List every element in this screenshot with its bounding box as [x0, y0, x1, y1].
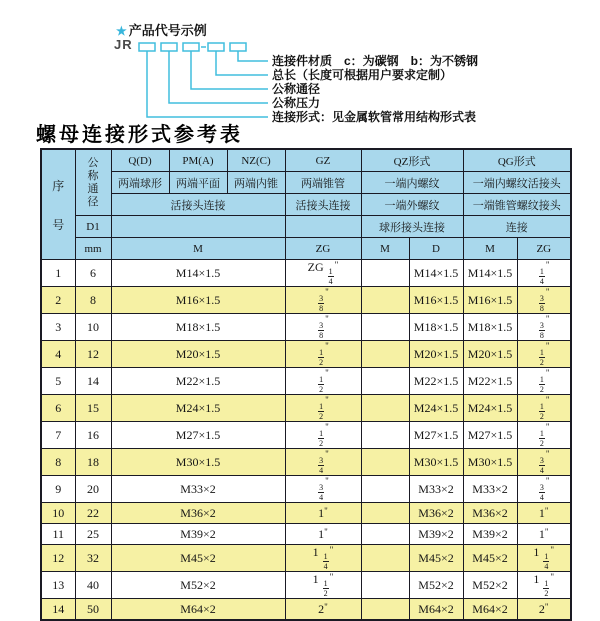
- cell-qg-zg: 1": [517, 524, 571, 545]
- cell-qg-m: M20×1.5: [463, 341, 517, 368]
- cell-gz: ZG $\frac{1}{4}$ ": [285, 260, 361, 287]
- cell-m: M14×1.5: [111, 260, 285, 287]
- table-row: [41, 341, 571, 368]
- header-zg: ZG: [285, 238, 361, 260]
- cell-dn: 20: [75, 476, 111, 503]
- header-qg-desc2: 一端锥管螺纹接头: [463, 194, 571, 216]
- diagram-label-pn: 公称压力: [272, 96, 321, 110]
- cell-gz: $\frac{1}{2}$ ": [285, 422, 361, 449]
- header-qg-connection: 连接: [463, 216, 571, 238]
- nut-connection-reference-table: [40, 148, 572, 621]
- cell-qz-d: M52×2: [409, 572, 463, 599]
- cell-m: M27×1.5: [111, 422, 285, 449]
- diagram-label-length: 总长（长度可根据用户要求定制）: [272, 68, 453, 82]
- cell-qz-d: M18×1.5: [409, 314, 463, 341]
- cell-qz-m: [361, 524, 409, 545]
- connector-line-material: [238, 51, 268, 61]
- cell-qg-zg: $\frac{1}{2}$ ": [517, 368, 571, 395]
- table-row: [41, 599, 571, 621]
- cell-qg-m: M33×2: [463, 476, 517, 503]
- connector-line-dn: [191, 51, 268, 89]
- connector-line-length: [216, 51, 268, 75]
- header-dn: 公 称 通 径: [75, 149, 111, 216]
- cell-dn: 50: [75, 599, 111, 621]
- cell-gz: $\frac{3}{8}$ ": [285, 314, 361, 341]
- cell-qz-d: M36×2: [409, 503, 463, 524]
- cell-seq: 5: [41, 368, 75, 395]
- cell-seq: 12: [41, 545, 75, 572]
- header-gz-connection: 活接头连接: [285, 194, 361, 216]
- header-col-qg: QG形式: [463, 149, 571, 172]
- table-row: [41, 395, 571, 422]
- code-box-3: [183, 43, 199, 51]
- cell-m: M45×2: [111, 545, 285, 572]
- header-qg-m: M: [463, 238, 517, 260]
- cell-qz-m: [361, 260, 409, 287]
- table-title: 螺母连接形式参考表: [36, 124, 243, 146]
- header-mm: mm: [75, 238, 111, 260]
- header-qz-m: M: [361, 238, 409, 260]
- cell-qg-m: M39×2: [463, 524, 517, 545]
- header-qz-desc2: 一端外螺纹: [361, 194, 463, 216]
- cell-gz: 1 $\frac{1}{4}$ ": [285, 545, 361, 572]
- connector-line-pn: [169, 51, 268, 103]
- header-pm-desc: 两端平面: [169, 172, 227, 194]
- cell-qg-m: M45×2: [463, 545, 517, 572]
- cell-qz-m: [361, 476, 409, 503]
- cell-m: M16×1.5: [111, 287, 285, 314]
- cell-m: M18×1.5: [111, 314, 285, 341]
- code-box-5: [230, 43, 246, 51]
- cell-seq: 4: [41, 341, 75, 368]
- header-seq: 序 号: [41, 149, 75, 260]
- cell-gz: $\frac{1}{2}$ ": [285, 395, 361, 422]
- table-row: [41, 503, 571, 524]
- diagram-heading-text: 产品代号示例: [128, 23, 207, 38]
- cell-qz-d: M33×2: [409, 476, 463, 503]
- cell-m: M33×2: [111, 476, 285, 503]
- cell-dn: 6: [75, 260, 111, 287]
- cell-qz-d: M24×1.5: [409, 395, 463, 422]
- table-row: [41, 368, 571, 395]
- cell-qg-m: M22×1.5: [463, 368, 517, 395]
- header-qz-d: D: [409, 238, 463, 260]
- cell-seq: 13: [41, 572, 75, 599]
- cell-dn: 12: [75, 341, 111, 368]
- cell-qg-m: M24×1.5: [463, 395, 517, 422]
- cell-m: M24×1.5: [111, 395, 285, 422]
- cell-qg-m: M27×1.5: [463, 422, 517, 449]
- cell-seq: 7: [41, 422, 75, 449]
- cell-gz: $\frac{3}{4}$ ": [285, 449, 361, 476]
- cell-qg-zg: 1 $\frac{1}{2}$ ": [517, 572, 571, 599]
- cell-gz: $\frac{3}{8}$ ": [285, 287, 361, 314]
- cell-qg-zg: 1 $\frac{1}{4}$ ": [517, 545, 571, 572]
- header-col-pm: PM(A): [169, 149, 227, 172]
- cell-qg-zg: $\frac{3}{8}$ ": [517, 314, 571, 341]
- cell-seq: 3: [41, 314, 75, 341]
- cell-qz-m: [361, 545, 409, 572]
- cell-m: M22×1.5: [111, 368, 285, 395]
- diagram-label-dn: 公称通径: [272, 82, 321, 96]
- cell-seq: 10: [41, 503, 75, 524]
- header-col-qz: QZ形式: [361, 149, 463, 172]
- header-blank-left: [111, 216, 285, 238]
- header-col-gz: GZ: [285, 149, 361, 172]
- cell-dn: 40: [75, 572, 111, 599]
- cell-qg-m: M18×1.5: [463, 314, 517, 341]
- cell-seq: 14: [41, 599, 75, 621]
- cell-dn: 15: [75, 395, 111, 422]
- cell-qz-d: M27×1.5: [409, 422, 463, 449]
- cell-m: M20×1.5: [111, 341, 285, 368]
- cell-qz-m: [361, 368, 409, 395]
- cell-qg-m: M36×2: [463, 503, 517, 524]
- diagram-label-material: 连接件材质 c：为碳钢 b：为不锈钢: [272, 54, 479, 68]
- cell-seq: 1: [41, 260, 75, 287]
- cell-gz: $\frac{3}{4}$ ": [285, 476, 361, 503]
- cell-qz-d: M45×2: [409, 545, 463, 572]
- table-body: [41, 260, 571, 621]
- cell-gz: $\frac{1}{2}$ ": [285, 368, 361, 395]
- header-m: M: [111, 238, 285, 260]
- cell-qz-m: [361, 572, 409, 599]
- cell-seq: 2: [41, 287, 75, 314]
- cell-qg-zg: $\frac{3}{4}$ ": [517, 449, 571, 476]
- cell-seq: 11: [41, 524, 75, 545]
- cell-seq: 8: [41, 449, 75, 476]
- cell-dn: 10: [75, 314, 111, 341]
- header-qz-connection: 球形接头连接: [361, 216, 463, 238]
- cell-qz-d: M64×2: [409, 599, 463, 621]
- cell-gz: 1": [285, 524, 361, 545]
- diagram-label-form: 连接形式：见金属软管常用结构形式表: [272, 110, 477, 124]
- cell-m: M64×2: [111, 599, 285, 621]
- cell-qz-d: M22×1.5: [409, 368, 463, 395]
- cell-dn: 25: [75, 524, 111, 545]
- cell-qz-m: [361, 422, 409, 449]
- product-code-prefix: JR: [114, 37, 133, 52]
- table-row: [41, 572, 571, 599]
- header-qg-zg: ZG: [517, 238, 571, 260]
- cell-gz: $\frac{1}{2}$ ": [285, 341, 361, 368]
- cell-gz: 1": [285, 503, 361, 524]
- cell-qg-m: M30×1.5: [463, 449, 517, 476]
- cell-qg-m: M52×2: [463, 572, 517, 599]
- cell-m: M30×1.5: [111, 449, 285, 476]
- cell-seq: 6: [41, 395, 75, 422]
- cell-qz-m: [361, 287, 409, 314]
- cell-gz: 1 $\frac{1}{2}$ ": [285, 572, 361, 599]
- header-qz-desc1: 一端内螺纹: [361, 172, 463, 194]
- star-icon: ★: [116, 24, 127, 38]
- cell-qg-zg: $\frac{3}{4}$ ": [517, 476, 571, 503]
- cell-dn: 22: [75, 503, 111, 524]
- cell-qz-d: M20×1.5: [409, 341, 463, 368]
- cell-dn: 8: [75, 287, 111, 314]
- header-gz-desc: 两端锥管: [285, 172, 361, 194]
- cell-qg-m: M14×1.5: [463, 260, 517, 287]
- cell-qg-zg: $\frac{1}{2}$ ": [517, 341, 571, 368]
- cell-qz-m: [361, 314, 409, 341]
- cell-qz-d: M39×2: [409, 524, 463, 545]
- cell-dn: 14: [75, 368, 111, 395]
- cell-seq: 9: [41, 476, 75, 503]
- table-header: [41, 149, 571, 260]
- cell-qg-zg: $\frac{1}{2}$ ": [517, 422, 571, 449]
- table-row: [41, 314, 571, 341]
- cell-qg-zg: $\frac{1}{4}$ ": [517, 260, 571, 287]
- table-row: [41, 422, 571, 449]
- cell-qz-m: [361, 395, 409, 422]
- code-box-4: [208, 43, 224, 51]
- cell-m: M36×2: [111, 503, 285, 524]
- header-col-q: Q(D): [111, 149, 169, 172]
- cell-dn: 32: [75, 545, 111, 572]
- table-row: [41, 524, 571, 545]
- cell-qg-zg: 1": [517, 503, 571, 524]
- header-d1: D1: [75, 216, 111, 238]
- cell-qz-m: [361, 449, 409, 476]
- cell-m: M52×2: [111, 572, 285, 599]
- table-row: [41, 449, 571, 476]
- header-q-desc: 两端球形: [111, 172, 169, 194]
- cell-dn: 18: [75, 449, 111, 476]
- code-box-1: [139, 43, 155, 51]
- header-union-connection: 活接头连接: [111, 194, 285, 216]
- header-col-nz: NZ(C): [227, 149, 285, 172]
- cell-qz-m: [361, 503, 409, 524]
- cell-qz-d: M30×1.5: [409, 449, 463, 476]
- cell-gz: 2": [285, 599, 361, 621]
- table-row: [41, 476, 571, 503]
- cell-qg-m: M16×1.5: [463, 287, 517, 314]
- cell-qz-m: [361, 599, 409, 621]
- cell-qg-zg: $\frac{3}{8}$ ": [517, 287, 571, 314]
- header-nz-desc: 两端内锥: [227, 172, 285, 194]
- table-row: [41, 545, 571, 572]
- header-blank-gz: [285, 216, 361, 238]
- cell-qz-d: M16×1.5: [409, 287, 463, 314]
- cell-qz-m: [361, 341, 409, 368]
- table-row: [41, 260, 571, 287]
- cell-m: M39×2: [111, 524, 285, 545]
- cell-qg-zg: 2": [517, 599, 571, 621]
- code-box-2: [161, 43, 177, 51]
- table-row: [41, 287, 571, 314]
- header-qg-desc1: 一端内螺纹活接头: [463, 172, 571, 194]
- cell-qz-d: M14×1.5: [409, 260, 463, 287]
- cell-dn: 16: [75, 422, 111, 449]
- cell-qg-m: M64×2: [463, 599, 517, 621]
- cell-qg-zg: $\frac{1}{2}$ ": [517, 395, 571, 422]
